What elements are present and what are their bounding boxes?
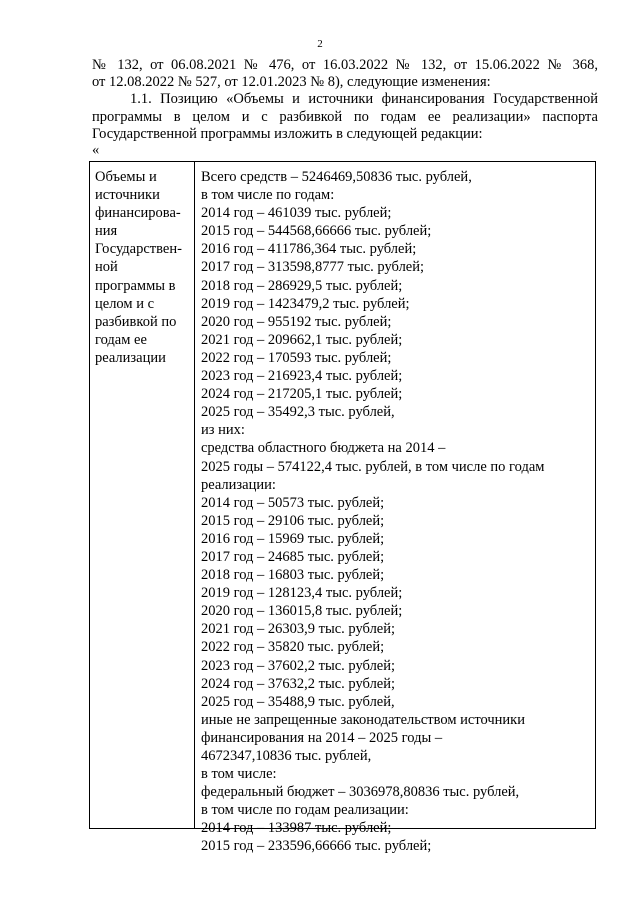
content-line: федеральный бюджет – 3036978,80836 тыс. рублей, xyxy=(201,784,520,801)
label-line: финансирова- xyxy=(95,205,181,222)
content-line: иные не запрещенные законодательством источники xyxy=(201,711,525,728)
content-line: в том числе по годам: xyxy=(201,187,335,204)
content-line: 4672347,10836 тыс. рублей, xyxy=(201,748,372,764)
content-line: 2019 год – 1423479,2 тыс. рублей; xyxy=(201,295,410,312)
content-line: средства областного бюджета на 2014 – xyxy=(201,440,446,457)
intro-line: № 132, от 06.08.2021 № 476, от 16.03.2022 № 132, от 15.06.2022 № 368, xyxy=(92,57,598,73)
content-line: 2016 год – 15969 тыс. рублей; xyxy=(201,530,385,547)
content-line: 2015 год – 544568,66666 тыс. рублей; xyxy=(201,223,432,240)
label-line: Государствен- xyxy=(95,241,182,258)
content-line: 2017 год – 313598,8777 тыс. рублей; xyxy=(201,259,425,276)
content-line: в том числе: xyxy=(201,766,277,783)
content-line: 2021 год – 209662,1 тыс. рублей; xyxy=(201,331,403,348)
content-line: 2025 год – 35492,3 тыс. рублей, xyxy=(201,404,395,421)
content-line: 2016 год – 411786,364 тыс. рублей; xyxy=(201,241,417,258)
label-line: Объемы и xyxy=(95,169,157,185)
financing-table xyxy=(89,161,596,855)
content-line: 2018 год – 286929,5 тыс. рублей; xyxy=(201,277,403,294)
item-line: Государственной программы изложить в следующей редакции: xyxy=(92,125,483,142)
opening-quote: « xyxy=(92,142,100,158)
content-line: 2018 год – 16803 тыс. рублей; xyxy=(201,567,385,584)
content-line: финансирования на 2014 – 2025 годы – xyxy=(201,729,443,746)
content-line: 2024 год – 217205,1 тыс. рублей; xyxy=(201,386,403,403)
label-line: программы в xyxy=(95,277,176,294)
content-line: Всего средств – 5246469,50836 тыс. рублей, xyxy=(201,169,472,185)
content-line: из них: xyxy=(201,422,245,439)
content-line: 2025 год – 35488,9 тыс. рублей, xyxy=(201,693,395,710)
content-line: в том числе по годам реализации: xyxy=(201,802,409,819)
page-number: 2 xyxy=(317,38,323,50)
label-line: разбивкой по xyxy=(95,313,177,330)
item-line: программы в целом и с разбивкой по годам ее реализации» паспорта xyxy=(92,108,598,125)
item-line: 1.1. Позицию «Объемы и источники финансирования Государственной xyxy=(130,91,598,108)
content-line: 2021 год – 26303,9 тыс. рублей; xyxy=(201,621,396,638)
financing-content-cell xyxy=(201,168,591,856)
content-line: 2015 год – 29106 тыс. рублей; xyxy=(201,512,385,529)
financing-label-cell xyxy=(95,168,191,367)
content-line: 2017 год – 24685 тыс. рублей; xyxy=(201,548,385,565)
content-line: 2020 год – 955192 тыс. рублей; xyxy=(201,313,392,330)
content-line: 2025 годы – 574122,4 тыс. рублей, в том числе по годам xyxy=(201,458,545,475)
label-line: ния xyxy=(95,223,118,240)
label-line: реализации xyxy=(95,349,166,366)
content-line: 2023 год – 37602,2 тыс. рублей; xyxy=(201,657,396,674)
content-line: 2015 год – 233596,66666 тыс. рублей; xyxy=(201,838,432,855)
label-line: источники xyxy=(95,187,160,204)
content-line: 2023 год – 216923,4 тыс. рублей; xyxy=(201,368,403,385)
content-line: 2020 год – 136015,8 тыс. рублей; xyxy=(201,603,403,620)
label-line: ной xyxy=(95,259,118,276)
intro-line: от 12.08.2022 № 527, от 12.01.2023 № 8), следующие изменения: xyxy=(92,74,491,91)
content-line: 2014 год – 50573 тыс. рублей; xyxy=(201,494,385,511)
amendment-intro xyxy=(92,57,598,143)
content-line: 2024 год – 37632,2 тыс. рублей; xyxy=(201,675,396,692)
label-line: целом и с xyxy=(95,295,155,312)
content-line: 2014 год – 133987 тыс. рублей; xyxy=(201,820,392,837)
label-line: годам ее xyxy=(95,331,147,348)
table-column-divider xyxy=(194,162,195,828)
content-line: 2022 год – 170593 тыс. рублей; xyxy=(201,349,392,366)
content-line: 2022 год – 35820 тыс. рублей; xyxy=(201,639,385,656)
content-line: 2019 год – 128123,4 тыс. рублей; xyxy=(201,585,403,602)
content-line: реализации: xyxy=(201,476,276,493)
content-line: 2014 год – 461039 тыс. рублей; xyxy=(201,205,392,222)
